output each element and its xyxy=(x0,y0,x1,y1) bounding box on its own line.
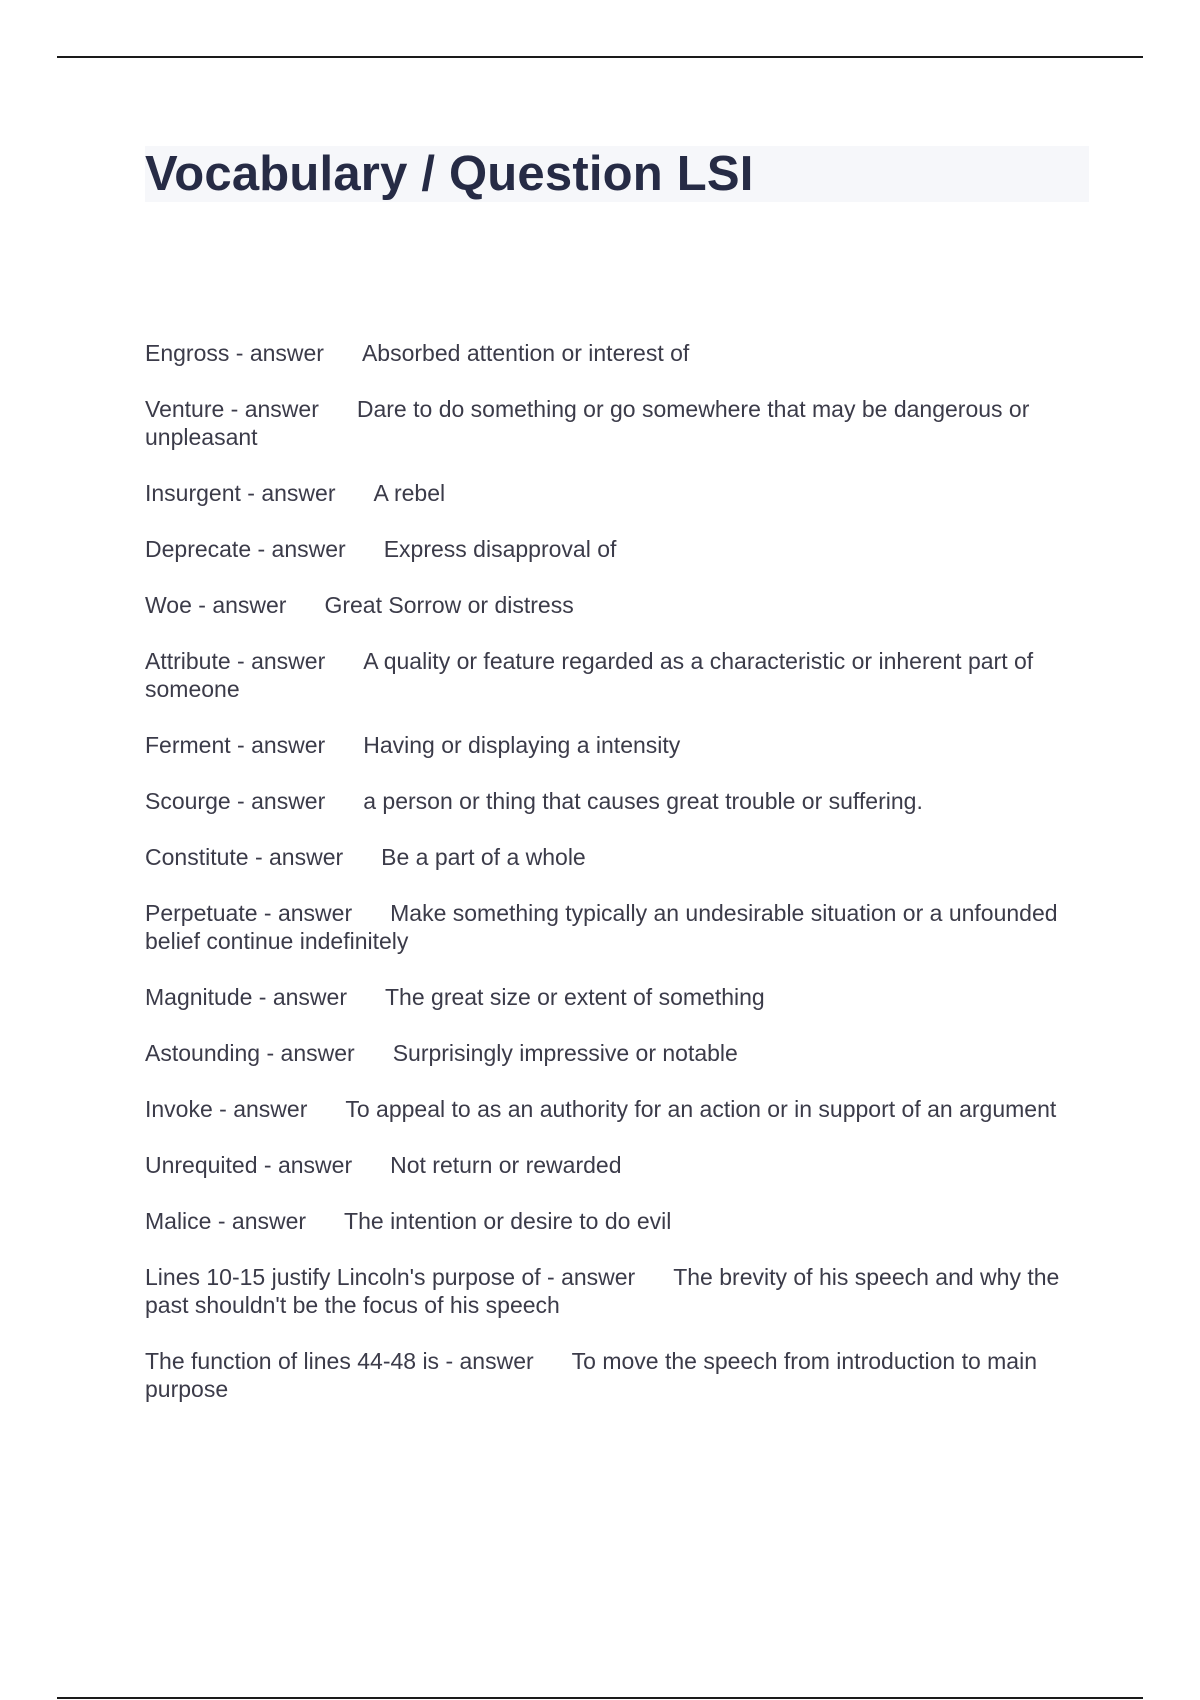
qa-answer: Absorbed attention or interest of xyxy=(361,340,690,366)
qa-item xyxy=(145,1347,1089,1403)
qa-question: Insurgent - answer xyxy=(145,480,336,506)
qa-question: Ferment - answer xyxy=(145,732,326,758)
qa-answer: A quality or feature regarded as a characteristic or inherent part of someone xyxy=(145,648,1034,702)
qa-answer: The intention or desire to do evil xyxy=(344,1208,672,1234)
qa-item xyxy=(145,787,1089,815)
qa-question: Astounding - answer xyxy=(145,1040,355,1066)
qa-item xyxy=(145,647,1089,703)
qa-item xyxy=(145,479,1089,507)
qa-item xyxy=(145,395,1089,451)
qa-answer: Not return or rewarded xyxy=(390,1152,622,1178)
qa-item xyxy=(145,983,1089,1011)
qa-answer: Surprisingly impressive or notable xyxy=(392,1040,738,1066)
qa-question: Constitute - answer xyxy=(145,844,344,870)
qa-answer: Great Sorrow or distress xyxy=(324,592,574,618)
qa-item xyxy=(145,1095,1089,1123)
qa-question: The function of lines 44-48 is - answer xyxy=(145,1348,534,1374)
qa-item xyxy=(145,1151,1089,1179)
qa-question: Invoke - answer xyxy=(145,1096,308,1122)
qa-question: Malice - answer xyxy=(145,1208,307,1234)
qa-question: Attribute - answer xyxy=(145,648,326,674)
qa-answer: a person or thing that causes great trouble or suffering. xyxy=(363,788,923,814)
qa-question: Deprecate - answer xyxy=(145,536,346,562)
qa-item xyxy=(145,843,1089,871)
qa-item xyxy=(145,731,1089,759)
qa-answer: Express disapproval of xyxy=(383,536,617,562)
qa-item xyxy=(145,899,1089,955)
qa-answer: To move the speech from introduction to main purpose xyxy=(145,1348,1038,1402)
qa-answer: Make something typically an undesirable situation or a unfounded belief continue indefinitely xyxy=(145,900,1058,954)
qa-question: Lines 10-15 justify Lincoln's purpose of - answer xyxy=(145,1264,636,1290)
page-title: Vocabulary / Question LSI xyxy=(145,147,754,201)
qa-question: Unrequited - answer xyxy=(145,1152,353,1178)
qa-answer: To appeal to as an authority for an action or in support of an argument xyxy=(345,1096,1057,1122)
qa-item xyxy=(145,1263,1089,1319)
qa-answer: Having or displaying a intensity xyxy=(363,732,681,758)
bottom-rule xyxy=(57,1697,1143,1699)
qa-answer: Be a part of a whole xyxy=(381,844,586,870)
qa-answer: A rebel xyxy=(373,480,446,506)
qa-answer: The great size or extent of something xyxy=(385,984,765,1010)
qa-list xyxy=(145,339,1089,1431)
qa-item xyxy=(145,339,1089,367)
qa-question: Magnitude - answer xyxy=(145,984,347,1010)
qa-question: Venture - answer xyxy=(145,396,319,422)
qa-question: Engross - answer xyxy=(145,340,324,366)
qa-question: Woe - answer xyxy=(145,592,287,618)
qa-item xyxy=(145,591,1089,619)
qa-question: Perpetuate - answer xyxy=(145,900,353,926)
title-block xyxy=(145,146,1089,202)
top-rule xyxy=(57,56,1143,58)
qa-answer: The brevity of his speech and why the past shouldn't be the focus of his speech xyxy=(145,1264,1060,1318)
qa-item xyxy=(145,1207,1089,1235)
qa-item xyxy=(145,535,1089,563)
qa-answer: Dare to do something or go somewhere that may be dangerous or unpleasant xyxy=(145,396,1030,450)
qa-item xyxy=(145,1039,1089,1067)
qa-question: Scourge - answer xyxy=(145,788,326,814)
